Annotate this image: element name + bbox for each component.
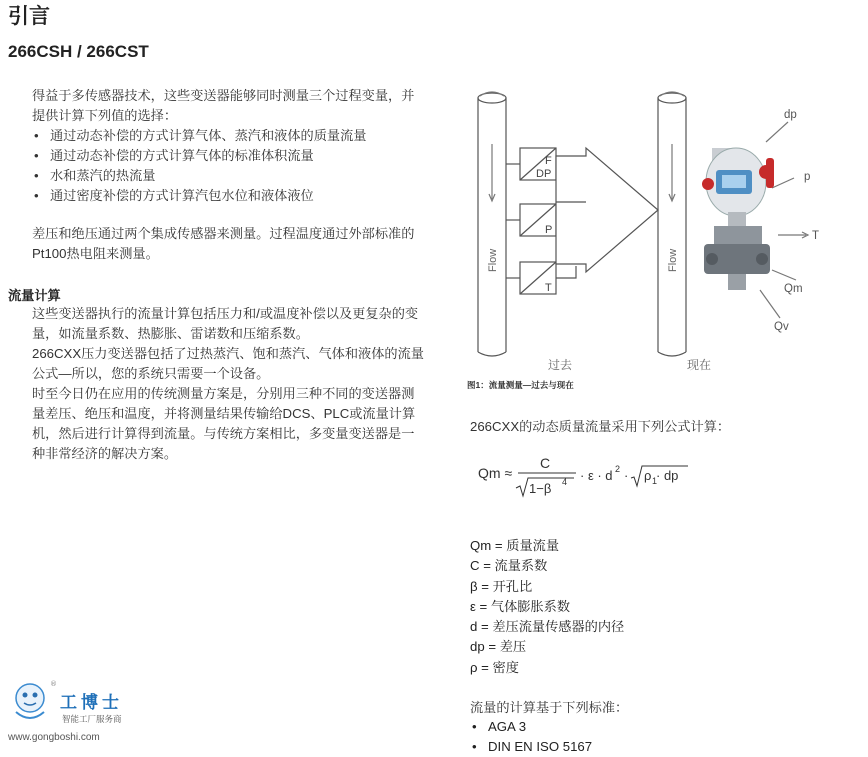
past-label: 过去	[548, 358, 573, 372]
logo-registered-mark: ®	[50, 680, 57, 688]
box-label-p: P	[545, 224, 553, 236]
logo-name: 工博士	[60, 693, 123, 712]
figure-caption: 图1：流量测量—过去与现在	[467, 380, 574, 390]
output-label-t: T	[812, 230, 820, 242]
flow-paragraph-2: 266CXX压力变送器包括了过热蒸汽、饱和蒸汽、气体和液体的流量公式—所以，您的系统只需要一个设备。	[32, 346, 424, 381]
logo-url: www.gongboshi.com	[8, 732, 100, 743]
box-label-dp: DP	[536, 168, 552, 180]
definition-item: d = 差压流量传感器的内径	[470, 619, 625, 635]
intro-text: 得益于多传感器技术，这些变送器能够同时测量三个过程变量，并提供计算下列值的选择：	[32, 88, 415, 123]
formula-lhs: Qm ≈	[478, 465, 513, 481]
formula-root-dot: ·	[624, 468, 629, 483]
output-label-qv: Qv	[774, 321, 789, 333]
definition-item: Qm = 质量流量	[470, 538, 560, 553]
flow-paragraph-1: 这些变送器执行的流量计算包括压力和/或温度补偿以及更复杂的变量，如流量系数、热膨胀、雷诺数和压缩系数。	[32, 306, 419, 341]
flow-measurement-figure	[466, 84, 846, 384]
mass-flow-formula	[474, 452, 694, 502]
box-label-f: F	[545, 155, 552, 167]
standards-list	[470, 717, 592, 757]
past-flow-label: Flow	[487, 248, 499, 272]
box-label-t: T	[545, 282, 552, 294]
list-item: • 水和蒸汽的热流量	[32, 166, 422, 186]
output-label-qm: Qm	[784, 283, 803, 295]
definition-item: ρ = 密度	[470, 659, 519, 675]
transition-arrow	[556, 148, 658, 278]
product-heading: 266CSH / 266CST	[8, 42, 149, 61]
now-flow-label: Flow	[667, 248, 679, 272]
list-item: • 通过动态补偿的方式计算气体、蒸汽和液体的质量流量	[32, 126, 422, 146]
formula-numerator: C	[540, 455, 551, 471]
definition-item: dp = 差压	[470, 639, 527, 655]
formula-rho-subscript: 1	[652, 476, 658, 486]
formula-dp: · dp	[656, 468, 679, 483]
formula-denominator-exponent: 4	[562, 477, 568, 487]
flow-section-body	[32, 304, 424, 464]
list-item: • 通过动态补偿的方式计算气体的标准体积流量	[32, 146, 422, 166]
standards-intro: 流量的计算基于下列标准：	[470, 700, 629, 715]
flow-paragraph-3: 时至今日仍在应用的传统测量方案是，分别用三种不同的变送器测量差压、绝压和温度，并将测量结果传输给DCS、PLC或流量计算机，然后进行计算得到流量。与传统方案相比，多变量变送器是一种非常经济的解决方案。	[32, 386, 416, 461]
list-item: • AGA 3	[470, 717, 592, 737]
logo-tagline: 智能工厂服务商	[62, 714, 122, 724]
page-title: 引言	[8, 5, 50, 28]
sensor-paragraph: 差压和绝压通过两个集成传感器来测量。过程温度通过外部标准的Pt100热电阻来测量。	[32, 226, 415, 261]
past-pipe	[478, 92, 506, 356]
now-pipe	[658, 92, 686, 356]
formula-rho: ρ	[644, 468, 652, 483]
output-label-p: p	[804, 171, 811, 183]
intro-paragraph	[32, 86, 422, 206]
multivariable-transmitter	[702, 148, 774, 290]
formula-denominator: 1−β	[529, 481, 552, 496]
formula-d-exponent: 2	[615, 464, 621, 474]
definitions-list	[470, 536, 624, 678]
formula-middle: · ε · d	[580, 468, 613, 483]
definition-item: C = 流量系数	[470, 558, 548, 574]
formula-intro: 266CXX的动态质量流量采用下列公式计算：	[470, 419, 731, 434]
intro-bullet-list	[32, 126, 422, 206]
now-label: 现在	[687, 358, 712, 372]
output-label-dp: dp	[784, 109, 797, 121]
list-item: • DIN EN ISO 5167	[470, 737, 592, 757]
list-item: • 通过密度补偿的方式计算汽包水位和液体液位	[32, 186, 422, 206]
flow-section-title: 流量计算	[8, 288, 61, 303]
definition-item: ε = 气体膨胀系数	[470, 598, 571, 614]
definition-item: β = 开孔比	[470, 578, 533, 594]
